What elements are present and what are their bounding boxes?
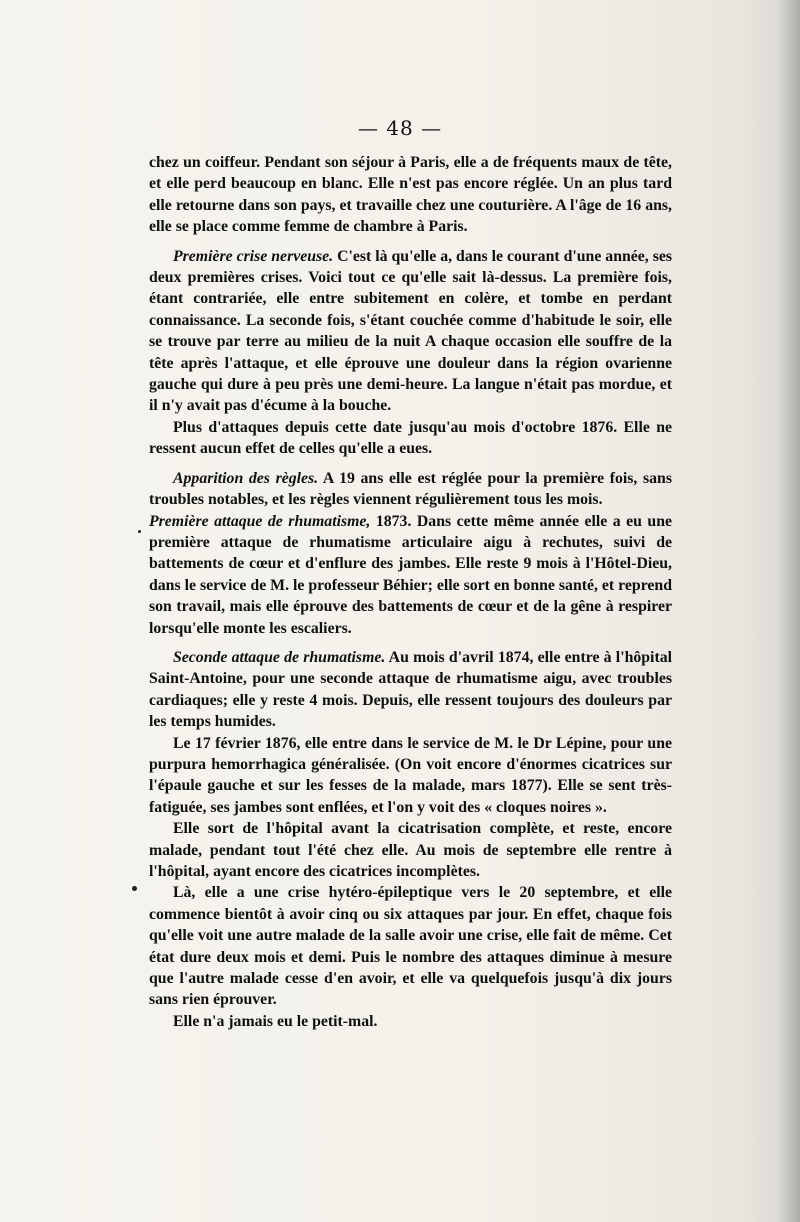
paragraph-text: A 19 ans elle est réglée pour la première fois, sans troubles notables, et les règles viennent régulièrement tous les mois. (149, 469, 672, 509)
paragraph-9 (149, 882, 672, 1010)
paragraph-text: 1873. Dans cette même année elle a eu une première attaque de rhumatisme articulaire aigu à rechutes, suivi de battements de cœur et d'enflure des jambes. Elle reste 9 mois à l'Hôtel-Dieu, dans le service de M. le professeur Béhier; elle sort en bonne santé, et reprend son travail, mais elle éprouve des battements de cœur et de la gêne à respirer lorsqu'elle monte les escaliers. (149, 512, 672, 637)
paragraph-3 (149, 417, 672, 460)
section-heading: Apparition des règles. (173, 469, 319, 487)
page-edge-shadow (778, 0, 800, 1222)
ink-spot (138, 530, 141, 533)
paragraph-text: Elle n'a jamais eu le petit-mal. (173, 1012, 378, 1030)
paragraph-7 (149, 733, 672, 819)
paragraph-5 (149, 511, 672, 639)
paragraph-text: Elle sort de l'hôpital avant la cicatrisation complète, et reste, encore malade, pendant tout l'été chez elle. Au mois de septembre elle rentre à l'hôpital, ayant encore des cicatrices incomplètes. (149, 820, 672, 880)
paragraph-text: C'est là qu'elle a, dans le courant d'une année, ses deux premières crises. Voici tout ce qu'elle sait là-dessus. La première fois, étant contrariée, elle entre subitement en colère, et tombe en perdant connaissance. La seconde fois, s'étant couchée comme d'habitude le soir, elle se trouve par terre au milieu de la nuit A chaque occasion elle souffre de la tête après l'attaque, et elle éprouve une douleur dans la région ovarienne gauche qui dure à peu près une demi-heure. La langue n'était pas mordue, et il n'y avait pas d'écume à la bouche. (149, 247, 672, 415)
paragraph-text: Le 17 février 1876, elle entre dans le service de M. le Dr Lépine, pour une purpura hemorrhagica généralisée. (On voit encore d'énormes cicatrices sur l'épaule gauche et sur les fesses de la malade, mars 1877). Elle se sent très-fatiguée, ses jambes sont enflées, et l'on y voit des « cloques noires ». (149, 734, 672, 816)
paragraph-text: Plus d'attaques depuis cette date jusqu'au mois d'octobre 1876. Elle ne ressent aucun effet de celles qu'elle a eues. (149, 418, 672, 458)
paragraph-6 (149, 647, 672, 733)
paragraph-1 (149, 152, 672, 238)
paragraph-text: Au mois d'avril 1874, elle entre à l'hôpital Saint-Antoine, pour une seconde attaque de rhumatisme aigu, avec troubles cardiaques; elle y reste 4 mois. Depuis, elle ressent toujours des douleurs par les temps humides. (149, 648, 672, 731)
ink-spot (132, 886, 137, 891)
section-heading: Première attaque de rhumatisme, (149, 512, 371, 530)
paragraph-text: Là, elle a une crise hytéro-épileptique vers le 20 septembre, et elle commence bientôt à avoir cinq ou six attaques par jour. En effet, chaque fois qu'elle voit une autre malade de la salle avoir une crise, elle fait de même. Cet état dure deux mois et demi. Puis le nombre des attaques diminue à mesure que l'autre malade cesse d'en avoir, et elle va quelquefois jusqu'à dix jours sans rien éprouver. (149, 884, 672, 1009)
page-number: — 48 — (357, 116, 443, 140)
paragraph-4 (149, 468, 672, 511)
body-text (149, 152, 672, 1032)
section-heading: Seconde attaque de rhumatisme. (173, 648, 386, 666)
paragraph-8 (149, 818, 672, 882)
paragraph-2 (149, 246, 672, 417)
paragraph-10 (149, 1011, 672, 1032)
section-heading: Première crise nerveuse. (173, 247, 334, 265)
paragraph-text: chez un coiffeur. Pendant son séjour à Paris, elle a de fréquents maux de tête, et elle perd beaucoup en blanc. Elle n'est pas encore réglée. Un an plus tard elle retourne dans son pays, et travaille chez une couturière. A l'âge de 16 ans, elle se place comme femme de chambre à Paris. (149, 154, 672, 236)
